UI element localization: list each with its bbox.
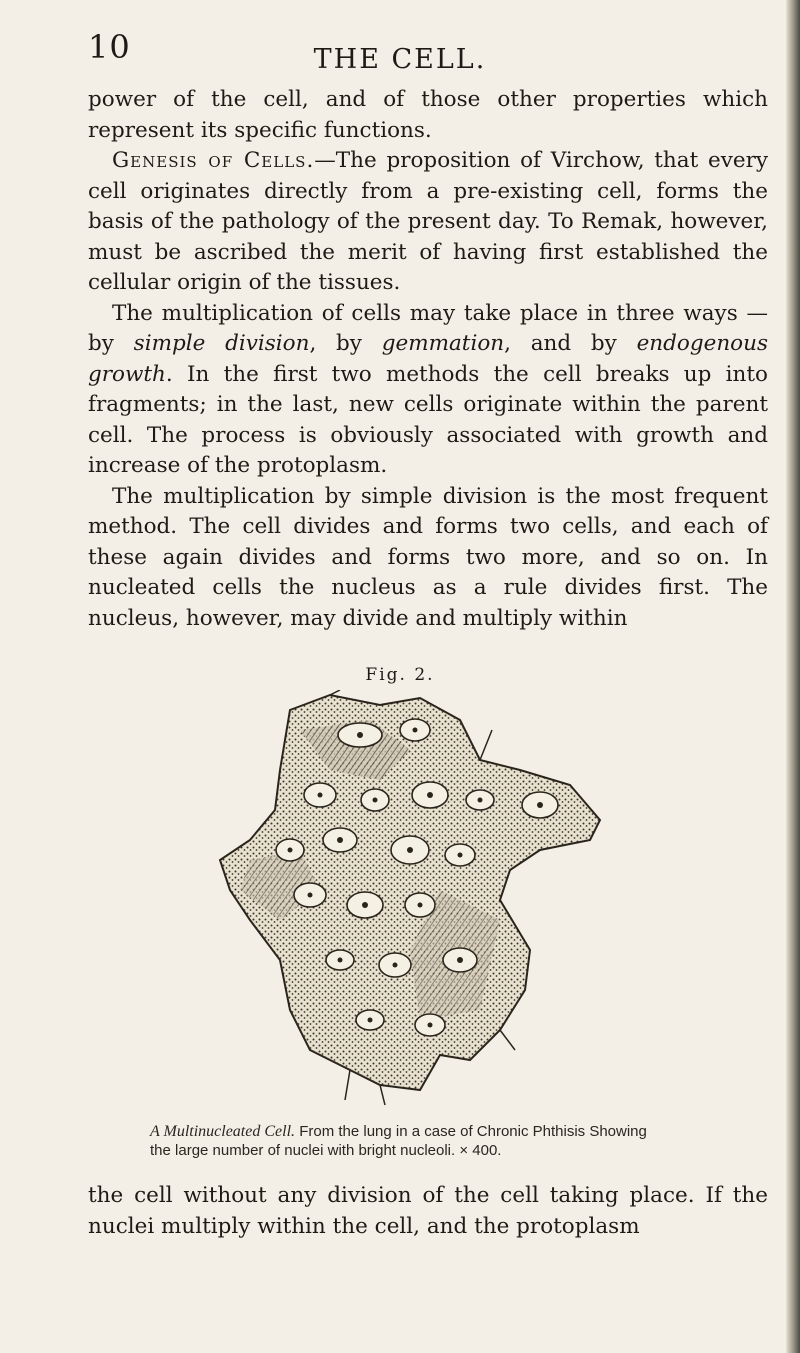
running-title: THE CELL. [313, 44, 487, 75]
body-text [88, 85, 768, 634]
page-number: 10 [88, 28, 131, 66]
p3-segment: . In the first two methods the cell breaks up into fragments; in the last, new cells originate within the parent cell. The process is obviously associated with growth and increase of the protoplasm. [88, 361, 768, 478]
paragraph-1: power of the cell, and of those other properties which represent its specific functions. [88, 87, 768, 143]
continuation-text [88, 1181, 768, 1242]
multinucleated-cell-illustration [180, 690, 620, 1110]
section-heading: Genesis of Cells. [112, 148, 315, 173]
cell-engraving [180, 690, 620, 1110]
paragraph-5: the cell without any division of the cell taking place. If the nuclei multiply within the cell, and the protoplasm [88, 1183, 768, 1239]
p3-segment: , by [309, 331, 382, 356]
p3-segment: The multiplication of cells may take place in three ways —by [88, 300, 768, 356]
term-gemmation: gemmation [381, 331, 505, 356]
paragraph-3 [88, 299, 768, 482]
p3-segment: , and by [504, 331, 637, 356]
figure-caption [150, 1122, 670, 1160]
term-endogenous-growth: endogenous growth [88, 331, 768, 387]
paragraph-2 [88, 146, 768, 299]
figure-label: Fig. 2. [365, 665, 435, 685]
term-simple-division: simple division [133, 331, 310, 356]
paragraph-2-text: —The proposition of Virchow, that every cell originates directly from a pre-existing cell, forms the basis of the pathology of the present day. To Remak, however, must be ascribed the merit of having first established the cellular origin of the tissues. [88, 148, 768, 295]
paragraph-4: The multiplication by simple division is the most frequent method. The cell divides and forms two cells, and each of these again divides and forms two more, and so on. In nucleated cells the nucleus as a rule divides first. The nucleus, however, may divide and multiply within [88, 483, 768, 631]
caption-text: From the lung in a case of Chronic Phthisis Showing the large number of nuclei with bright nucleoli. × 400. [150, 1123, 647, 1159]
caption-title: A Multinucleated Cell. [150, 1123, 296, 1140]
